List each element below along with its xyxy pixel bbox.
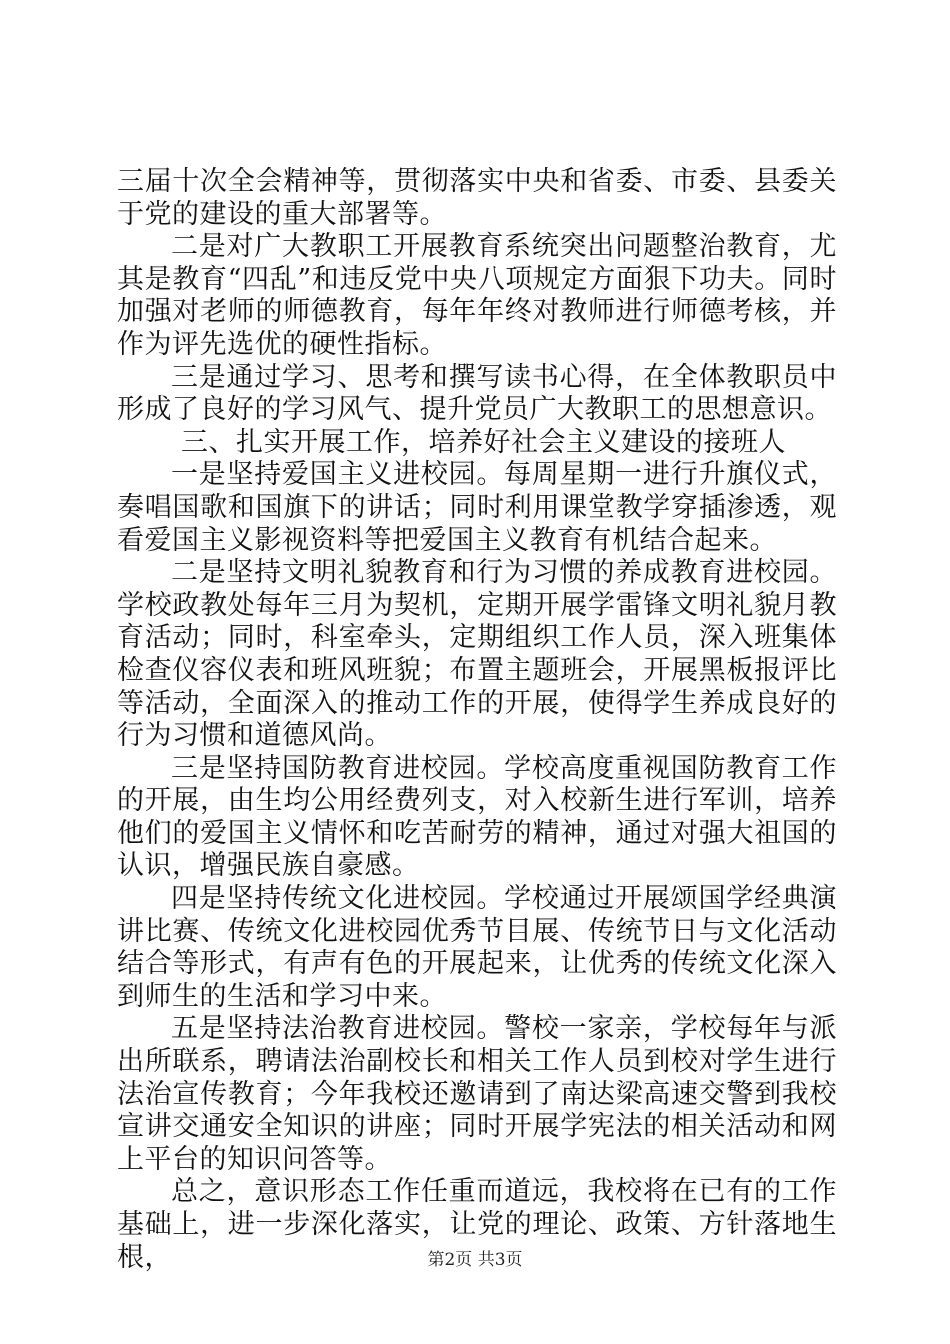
- paragraph-rule-of-law: 五是坚持法治教育进校园。警校一家亲，学校每年与派出所联系，聘请法治副校长和相关工作人员到校对学生进行法治宣传教育；今年我校还邀请到了南达梁高速交警到我校宣讲交通安全知识的讲座；同时开展学宪法的相关活动和网上平台的知识问答等。: [117, 1013, 837, 1175]
- paragraph-staff-education: 二是对广大教职工开展教育系统突出问题整治教育，尤其是教育“四乱”和违反党中央八项规定方面狠下功夫。同时加强对老师的师德教育，每年年终对教师进行师德考核，并作为评先选优的硬性指标。: [117, 231, 837, 360]
- section-heading: 三、扎实开展工作，培养好社会主义建设的接班人: [181, 426, 786, 458]
- paragraph-traditional-culture: 四是坚持传统文化进校园。学校通过开展颂国学经典演讲比赛、传统文化进校园优秀节目展、传统节日与文化活动结合等形式，有声有色的开展起来，让优秀的传统文化深入到师生的生活和学习中来。: [117, 883, 837, 1012]
- paragraph-continuation: 三届十次全会精神等，贯彻落实中央和省委、市委、县委关于党的建设的重大部署等。: [117, 166, 837, 230]
- paragraph-patriotism: 一是坚持爱国主义进校园。每周星期一进行升旗仪式，奏唱国歌和国旗下的讲话；同时利用课堂教学穿插渗透，观看爱国主义影视资料等把爱国主义教育有机结合起来。: [117, 459, 837, 556]
- page-footer: 第2页 共3页: [427, 1250, 523, 1270]
- paragraph-national-defense: 三是坚持国防教育进校园。学校高度重视国防教育工作的开展，由生均公用经费列支，对入校新生进行军训，培养他们的爱国主义情怀和吃苦耐劳的精神，通过对强大祖国的认识，增强民族自豪感。: [117, 752, 837, 882]
- paragraph-reading-notes: 三是通过学习、思考和撰写读书心得，在全体教职员中形成了良好的学习风气、提升党员广大教职工的思想意识。: [117, 361, 837, 426]
- document-body: [117, 166, 837, 1274]
- paragraph-conclusion: 总之，意识形态工作任重而道远，我校将在已有的工作基础上，进一步深化落实，让党的理论、政策、方针落地生根，: [117, 1176, 837, 1273]
- paragraph-civility: 二是坚持文明礼貌教育和行为习惯的养成教育进校园。学校政教处每年三月为契机，定期开展学雷锋文明礼貌月教育活动；同时，科室牵头，定期组织工作人员，深入班集体检查仪容仪表和班风班貌；布置主题班会，开展黑板报评比等活动，全面深入的推动工作的开展，使得学生养成良好的行为习惯和道德风尚。: [117, 557, 837, 752]
